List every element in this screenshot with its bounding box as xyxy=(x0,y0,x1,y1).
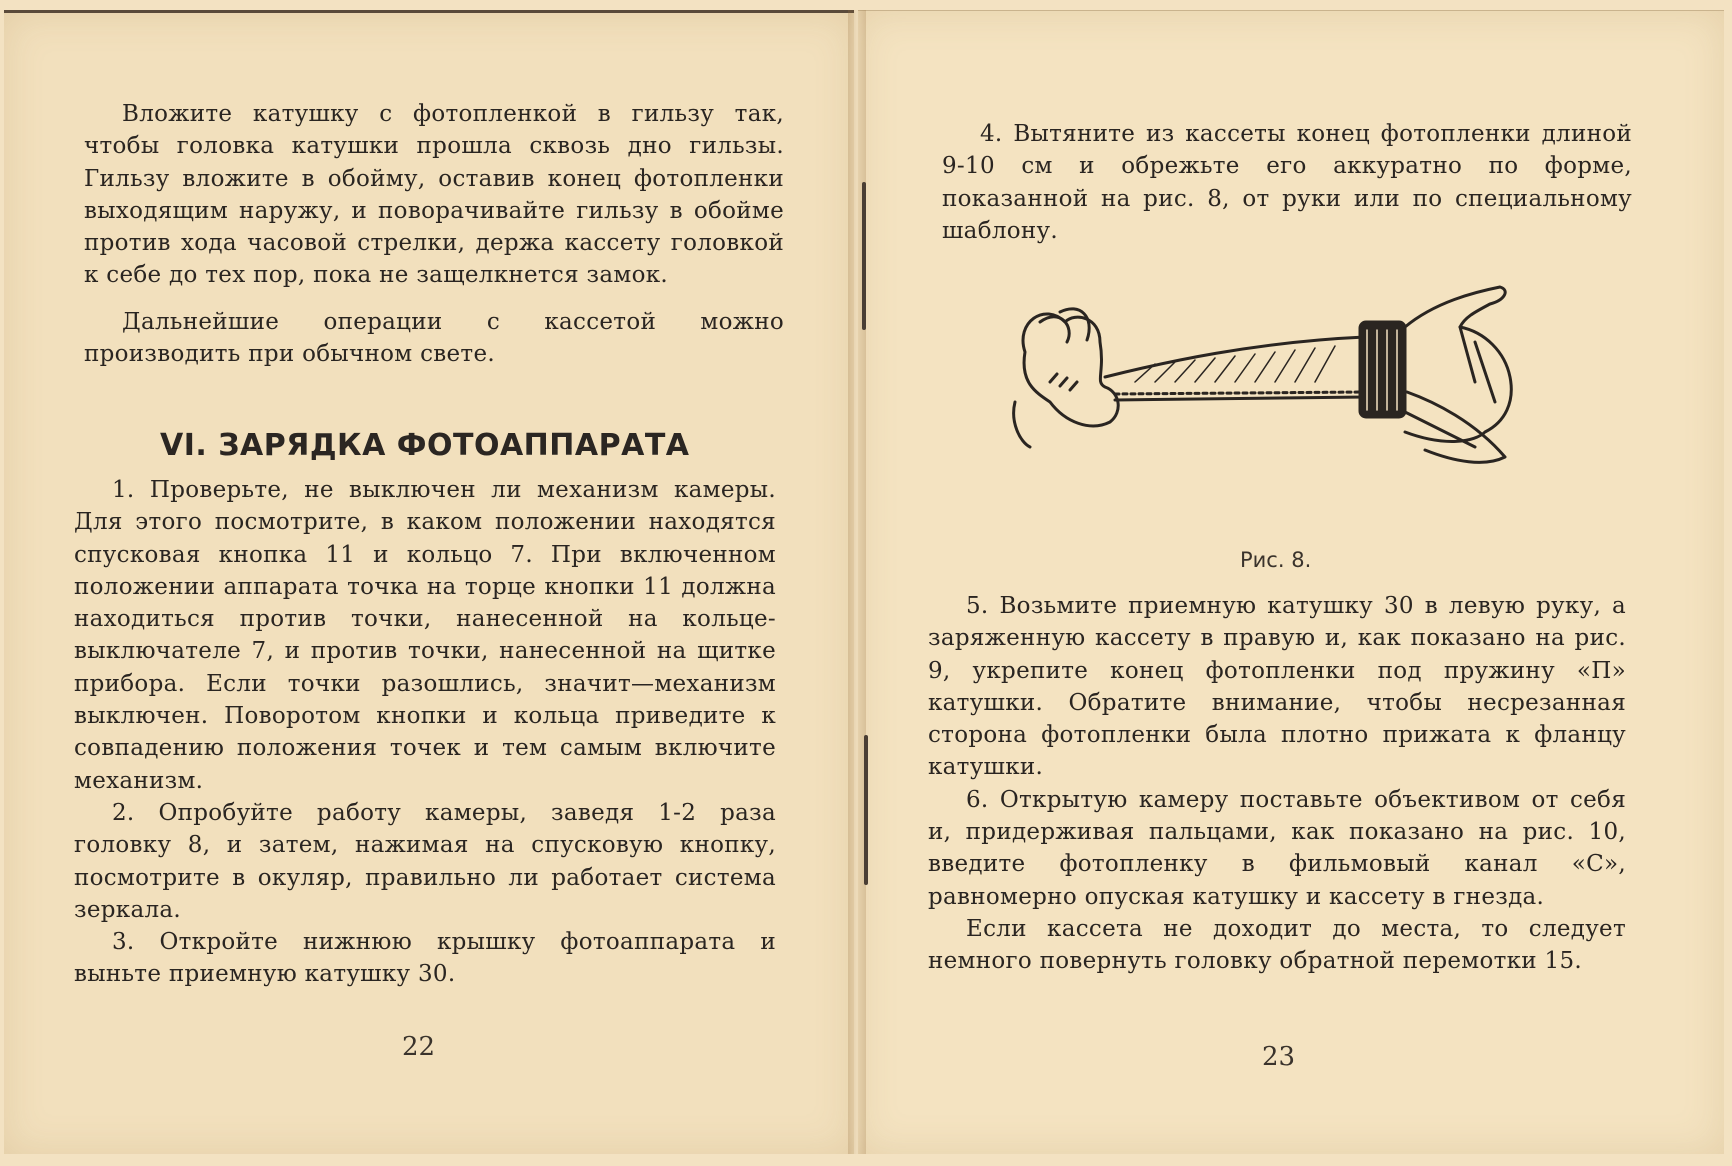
paragraph-if-cassette: Если кассета не доходит до места, то следует немного повернуть головку обратной перемотки 15. xyxy=(928,915,1626,975)
section-heading: VI. ЗАРЯДКА ФОТОАППАРАТА xyxy=(160,428,690,463)
left-hand-icon xyxy=(1023,314,1118,426)
step-2: 2. Опробуйте работу камеры, заведя 1-2 раза головку 8, и затем, нажимая на спусковую кнопку, посмотрите в окуляр, правильно ли работает система зеркала. xyxy=(74,799,776,923)
step-3: 3. Откройте нижнюю крышку фотоаппарата и выньте приемную катушку 30. xyxy=(74,929,776,988)
staple-bottom xyxy=(864,735,868,885)
right-top-text xyxy=(942,118,1632,247)
figure-hands-cutting-film xyxy=(1005,282,1565,517)
page-number-right: 23 xyxy=(1262,1042,1296,1072)
right-bottom-text xyxy=(928,590,1626,978)
figure-caption: Рис. 8. xyxy=(1240,548,1312,572)
paragraph-further-operations: Дальнейшие операции с кассетой можно производить при обычном свете. xyxy=(84,308,784,368)
step-4: 4. Вытяните из кассеты конец фотопленки длиной 9-10 см и обрежьте его аккуратно по форме, показанной на рис. 8, от руки или по специальному шаблону. xyxy=(942,121,1632,244)
paragraph-insert-spool: Вложите катушку с фотопленкой в гильзу так, чтобы головка катушки прошла сквозь дно гильзы. Гильзу вложите в обойму, оставив конец фотопленки выходящим наружу, и поворачивайте гильзу в обойме против хода часовой стрелки, держа кассету головкой к себе до тех пор, пока не защелкнется замок. xyxy=(84,101,784,289)
page-number-left: 22 xyxy=(402,1032,436,1062)
left-intro-text xyxy=(84,98,784,370)
step-6: 6. Открытую камеру поставьте объективом от себя и, придерживая пальцами, как показано на рис. 10, введите фотопленку в фильмовый канал «С», равномерно опуская катушку и кассету в гнезда. xyxy=(928,786,1626,910)
step-1: 1. Проверьте, не выключен ли механизм камеры. Для этого посмотрите, в каком положении находятся спусковая кнопка 11 и кольцо 7. При включенном положении аппарата точка на торце кнопки 11 должна находиться против точки, нанесенной на кольце-выключателе 7, и против точки, нанесенной на щитке прибора. Если точки разошлись, значит—механизм выключен. Поворотом кнопки и кольца приведите к совпадению положения точек и тем самым включите механизм. xyxy=(74,477,776,794)
step-5: 5. Возьмите приемную катушку 30 в левую руку, а заряженную кассету в правую и, как показано на рис. 9, укрепите конец фотопленки под пружину «П» катушки. Обратите внимание, чтобы несрезанная сторона фотопленки была плотно прижата к фланцу катушки. xyxy=(928,593,1626,781)
film-strip xyxy=(1105,337,1365,400)
staple-top xyxy=(862,182,866,330)
left-steps-text xyxy=(74,474,776,991)
